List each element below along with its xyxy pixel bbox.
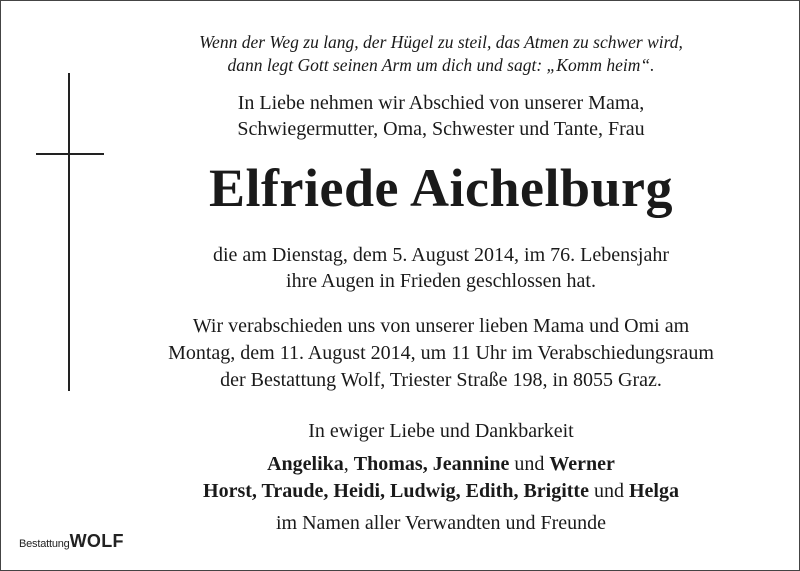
deceased-name: Elfriede Aichelburg [209, 158, 673, 218]
mourner-name: Werner [549, 453, 615, 475]
mourners [121, 451, 761, 505]
death-notice [121, 242, 761, 294]
farewell-line-2: Montag, dem 11. August 2014, um 11 Uhr im Verabschiedungsraum [168, 342, 714, 364]
farewell-line-3: der Bestattung Wolf, Triester Straße 198, in 8055 Graz. [220, 369, 662, 391]
quote-line-2: dann legt Gott seinen Arm um dich und sagt: „Komm heim“. [227, 55, 655, 75]
gratitude: In ewiger Liebe und Dankbarkeit [308, 420, 574, 442]
mourners-row-2 [121, 478, 761, 505]
logo-small-text: Bestattung [19, 538, 70, 550]
mourner-name: Thomas, [353, 453, 428, 475]
mourner-name: Jeannine [432, 453, 510, 475]
mourner-name: Angelika [267, 453, 344, 475]
conjunction: und [588, 480, 629, 502]
quote-line-1: Wenn der Weg zu lang, der Hügel zu steil, das Atmen zu schwer wird, [199, 32, 683, 52]
intro-line-1: In Liebe nehmen wir Abschied von unserer Mama, [237, 92, 645, 114]
intro [121, 90, 761, 142]
farewell-info [111, 313, 771, 394]
farewell-line-1: Wir verabschieden uns von unserer lieben Mama und Omi am [192, 315, 690, 337]
relatives-line: im Namen aller Verwandten und Freunde [275, 512, 607, 534]
cross-icon [68, 73, 70, 391]
quote [121, 31, 761, 77]
mourners-row-1 [121, 451, 761, 478]
conjunction: und [509, 453, 550, 475]
death-line-2: ihre Augen in Frieden geschlossen hat. [286, 270, 596, 292]
bestattung-wolf-logo [19, 531, 124, 552]
mourner-name: Helga [628, 480, 679, 502]
logo-big-text: WOLF [69, 531, 124, 551]
mourner-names: Horst, Traude, Heidi, Ludwig, Edith, Brigitte [203, 480, 589, 502]
cross-icon-bar [36, 153, 104, 155]
intro-line-2: Schwiegermutter, Oma, Schwester und Tante, Frau [237, 118, 645, 140]
death-line-1: die am Dienstag, dem 5. August 2014, im 76. Lebensjahr [212, 244, 670, 266]
separator: , [343, 453, 354, 475]
